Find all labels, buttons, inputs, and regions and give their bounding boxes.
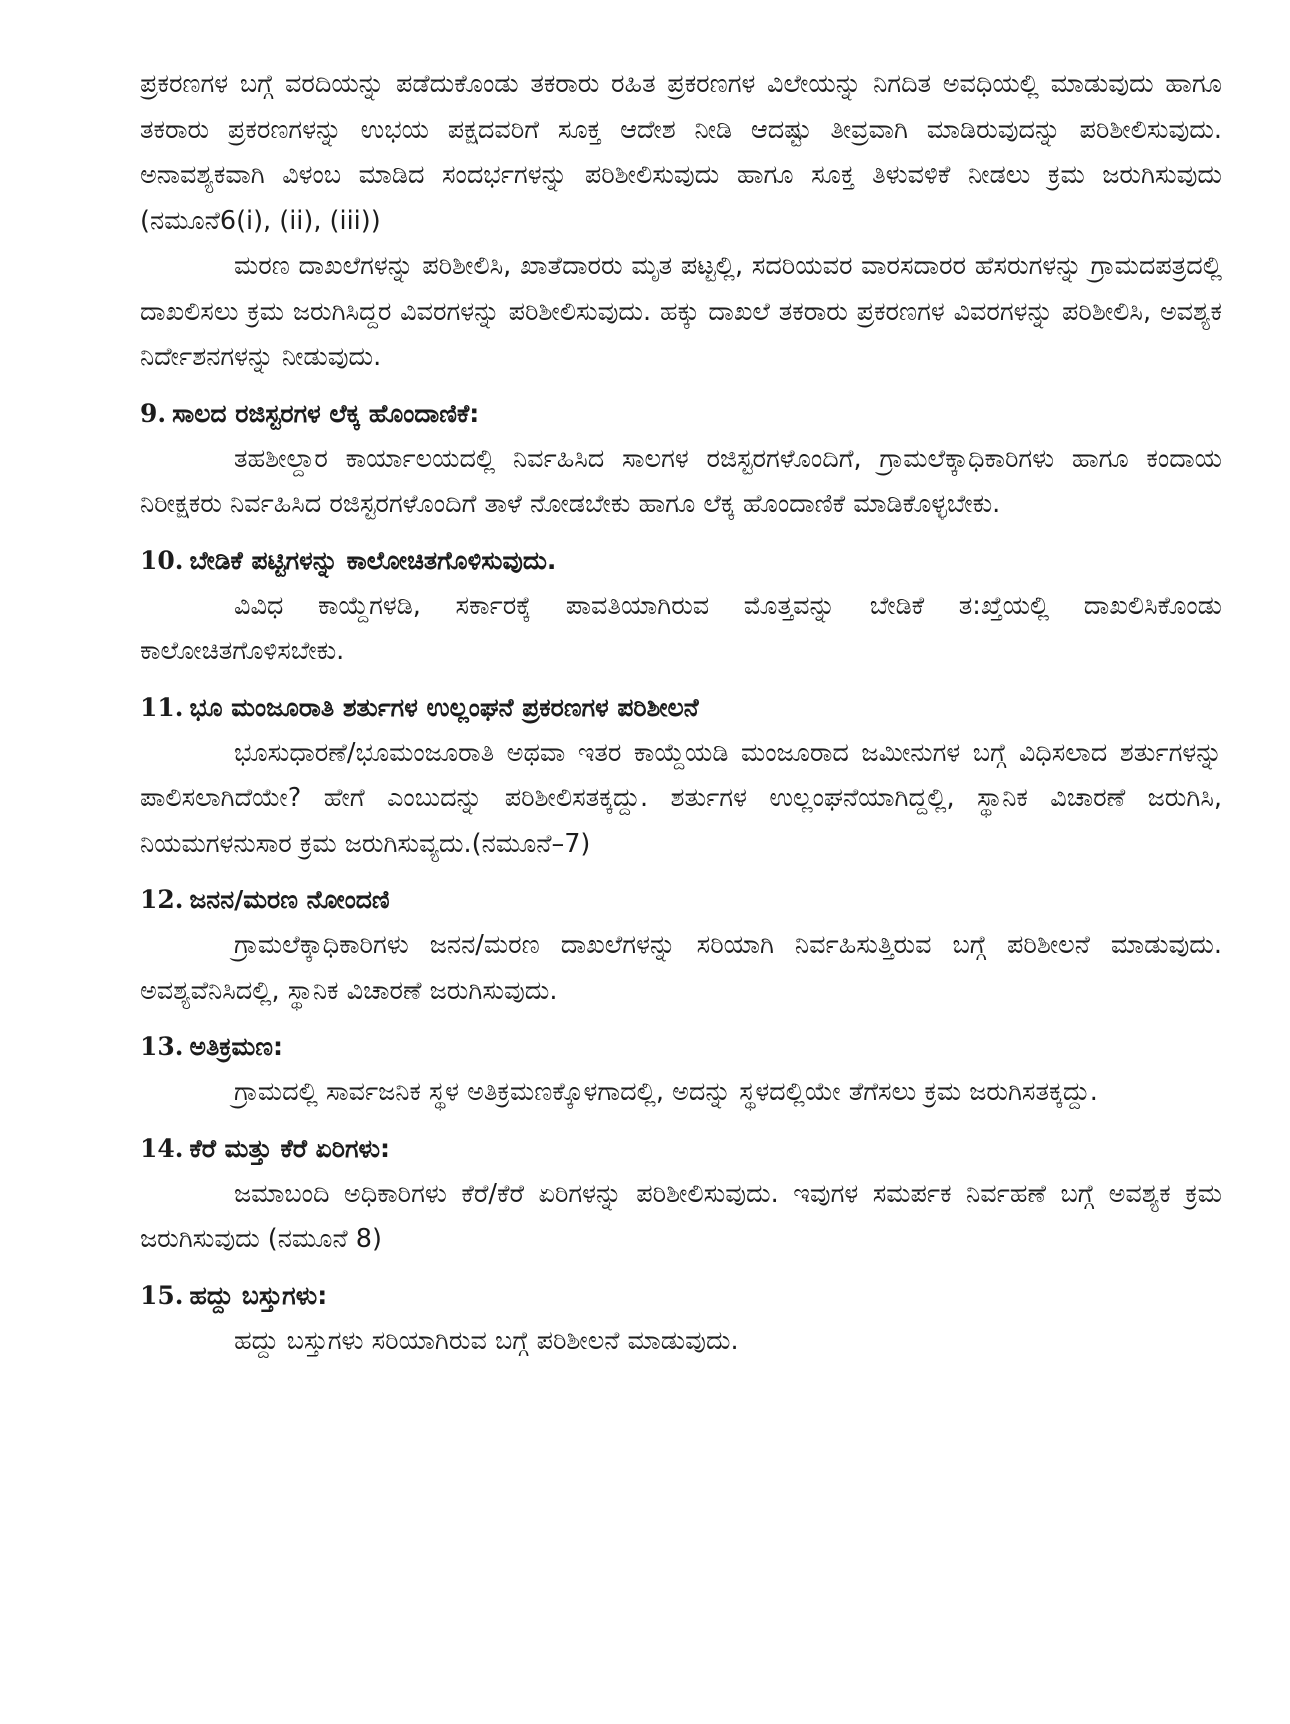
section-body: ವಿವಿಧ ಕಾಯ್ದೆಗಳಡಿ, ಸರ್ಕಾರಕ್ಕೆ ಪಾವತಿಯಾಗಿರುವ ಮೊತ್ತವನ್ನು ಬೇಡಿಕೆ ತ:ಖ್ತೆಯಲ್ಲಿ ದಾಖಲಿಸಿಕೊಂಡು ಕಾಲೋಚಿತಗೊಳಿಸಬೇಕು. xyxy=(140,590,1222,666)
section-title: ಕೆರೆ ಮತ್ತು ಕೆರೆ ಏರಿಗಳು: xyxy=(189,1133,391,1163)
section-body: ಗ್ರಾಮದಲ್ಲಿ ಸಾರ್ವಜನಿಕ ಸ್ಥಳ ಅತಿಕ್ರಮಣಕ್ಕೊಳಗಾದಲ್ಲಿ, ಅದನ್ನು ಸ್ಥಳದಲ್ಲಿಯೇ ತೆಗೆಸಲು ಕ್ರಮ ಜರುಗಿಸತಕ್ಕದ್ದು. xyxy=(234,1077,1098,1107)
section-number: 12. xyxy=(140,885,184,914)
section-body: ತಹಶೀಲ್ದಾರ ಕಾರ್ಯಾಲಯದಲ್ಲಿ ನಿರ್ವಹಿಸಿದ ಸಾಲಗಳ ರಜಿಸ್ಟರಗಳೊಂದಿಗೆ, ಗ್ರಾಮಲೆಕ್ಕಾಧಿಕಾರಿಗಳು ಹಾಗೂ ಕಂದಾಯ ನಿರೀಕ್ಷಕರು ನಿರ್ವಹಿಸಿದ ರಜಿಸ್ಟರಗಳೊಂದಿಗೆ ತಾಳೆ ನೋಡಬೇಕು ಹಾಗೂ ಲೆಕ್ಕ ಹೊಂದಾಣಿಕೆ ಮಾಡಿಕೊಳ್ಳಬೇಕು. xyxy=(140,443,1222,519)
section-title: ಹದ್ದು ಬಸ್ತುಗಳು: xyxy=(189,1280,328,1310)
section-15 xyxy=(140,1275,1222,1365)
section-heading xyxy=(140,393,1222,435)
section-11 xyxy=(140,687,1222,868)
section-title: ಬೇಡಿಕೆ ಪಟ್ಟಿಗಳನ್ನು ಕಾಲೋಚಿತಗೊಳಿಸುವುದು. xyxy=(189,545,557,575)
section-heading xyxy=(140,540,1222,582)
document-page xyxy=(140,62,1222,1364)
section-title: ಸಾಲದ ರಜಿಸ್ಟರಗಳ ಲೆಕ್ಕ ಹೊಂದಾಣಿಕೆ: xyxy=(172,398,480,428)
section-heading xyxy=(140,1026,1222,1068)
section-heading xyxy=(140,1275,1222,1317)
section-number: 10. xyxy=(140,545,184,575)
section-body: ಭೂಸುಧಾರಣೆ/ಭೂಮಂಜೂರಾತಿ ಅಥವಾ ಇತರ ಕಾಯ್ದೆಯಡಿ ಮಂಜೂರಾದ ಜಮೀನುಗಳ ಬಗ್ಗೆ ವಿಧಿಸಲಾದ ಶರ್ತುಗಳನ್ನು ಪಾಲಿಸಲಾಗಿದೆಯೇ? ಹೇಗೆ ಎಂಬುದನ್ನು ಪರಿಶೀಲಿಸತಕ್ಕದ್ದು. ಶರ್ತುಗಳ ಉಲ್ಲಂಘನೆಯಾಗಿದ್ದಲ್ಲಿ, ಸ್ಥಾನಿಕ ವಿಚಾರಣೆ ಜರುಗಿಸಿ, ನಿಯಮಗಳನುಸಾರ ಕ್ರಮ ಜರುಗಿಸುವ್ಯದು.(ನಮೂನೆ–7) xyxy=(140,737,1222,859)
section-12 xyxy=(140,879,1222,1014)
section-title: ಅತಿಕ್ರಮಣ: xyxy=(189,1032,284,1061)
section-number: 9. xyxy=(140,398,167,428)
section-number: 14. xyxy=(140,1133,184,1163)
section-title: ಜನನ/ಮರಣ ನೋಂದಣಿ xyxy=(189,885,390,914)
section-title: ಭೂ ಮಂಜೂರಾತಿ ಶರ್ತುಗಳ ಉಲ್ಲಂಘನೆ ಪ್ರಕರಣಗಳ ಪರಿಶೀಲನೆ xyxy=(189,692,699,722)
section-number: 15. xyxy=(140,1280,184,1310)
section-body: ಗ್ರಾಮಲೆಕ್ಕಾಧಿಕಾರಿಗಳು ಜನನ/ಮರಣ ದಾಖಲೆಗಳನ್ನು ಸರಿಯಾಗಿ ನಿರ್ವಹಿಸುತ್ತಿರುವ ಬಗ್ಗೆ ಪರಿಶೀಲನೆ ಮಾಡುವುದು. ಅವಶ್ಯವೆನಿಸಿದಲ್ಲಿ, ಸ್ಥಾನಿಕ ವಿಚಾರಣೆ ಜರುಗಿಸುವುದು. xyxy=(140,930,1222,1006)
intro-paragraph-2: ಮರಣ ದಾಖಲೆಗಳನ್ನು ಪರಿಶೀಲಿಸಿ, ಖಾತೆದಾರರು ಮೃತ ಪಟ್ಟಲ್ಲಿ, ಸದರಿಯವರ ವಾರಸದಾರರ ಹೆಸರುಗಳನ್ನು ಗ್ರಾಮದಪತ್ರದಲ್ಲಿ ದಾಖಲಿಸಲು ಕ್ರಮ ಜರುಗಿಸಿದ್ದರ ವಿವರಗಳನ್ನು ಪರಿಶೀಲಿಸುವುದು. ಹಕ್ಕು ದಾಖಲೆ ತಕರಾರು ಪ್ರಕರಣಗಳ ವಿವರಗಳನ್ನು ಪರಿಶೀಲಿಸಿ, ಅವಶ್ಯಕ ನಿರ್ದೇಶನಗಳನ್ನು ನೀಡುವುದು. xyxy=(140,251,1222,372)
section-14 xyxy=(140,1128,1222,1263)
section-10 xyxy=(140,540,1222,675)
section-13 xyxy=(140,1026,1222,1116)
section-9 xyxy=(140,393,1222,528)
section-body: ಜಮಾಬಂದಿ ಅಧಿಕಾರಿಗಳು ಕೆರೆ/ಕೆರೆ ಏರಿಗಳನ್ನು ಪರಿಶೀಲಿಸುವುದು. ಇವುಗಳ ಸಮರ್ಪಕ ನಿರ್ವಹಣೆ ಬಗ್ಗೆ ಅವಶ್ಯಕ ಕ್ರಮ ಜರುಗಿಸುವುದು (ನಮೂನೆ 8) xyxy=(140,1178,1222,1254)
intro-paragraph-1: ಪ್ರಕರಣಗಳ ಬಗ್ಗೆ ವರದಿಯನ್ನು ಪಡೆದುಕೊಂಡು ತಕರಾರು ರಹಿತ ಪ್ರಕರಣಗಳ ವಿಲೇಯನ್ನು ನಿಗದಿತ ಅವಧಿಯಲ್ಲಿ ಮಾಡುವುದು ಹಾಗೂ ತಕರಾರು ಪ್ರಕರಣಗಳನ್ನು ಉಭಯ ಪಕ್ಷದವರಿಗೆ ಸೂಕ್ತ ಆದೇಶ ನೀಡಿ ಆದಷ್ಟು ತೀವ್ರವಾಗಿ ಮಾಡಿರುವುದನ್ನು ಪರಿಶೀಲಿಸುವುದು. ಅನಾವಶ್ಯಕವಾಗಿ ವಿಳಂಬ ಮಾಡಿದ ಸಂದರ್ಭಗಳನ್ನು ಪರಿಶೀಲಿಸುವುದು ಹಾಗೂ ಸೂಕ್ತ ತಿಳುವಳಿಕೆ ನೀಡಲು ಕ್ರಮ ಜರುಗಿಸುವುದು (ನಮೂನೆ6(i), (ii), (iii)) xyxy=(140,69,1222,236)
section-number: 13. xyxy=(140,1032,184,1061)
section-heading xyxy=(140,1128,1222,1170)
section-heading xyxy=(140,879,1222,921)
section-body: ಹದ್ದು ಬಸ್ತುಗಳು ಸರಿಯಾಗಿರುವ ಬಗ್ಗೆ ಪರಿಶೀಲನೆ ಮಾಡುವುದು. xyxy=(234,1325,739,1356)
section-heading xyxy=(140,687,1222,729)
section-number: 11. xyxy=(140,692,184,722)
